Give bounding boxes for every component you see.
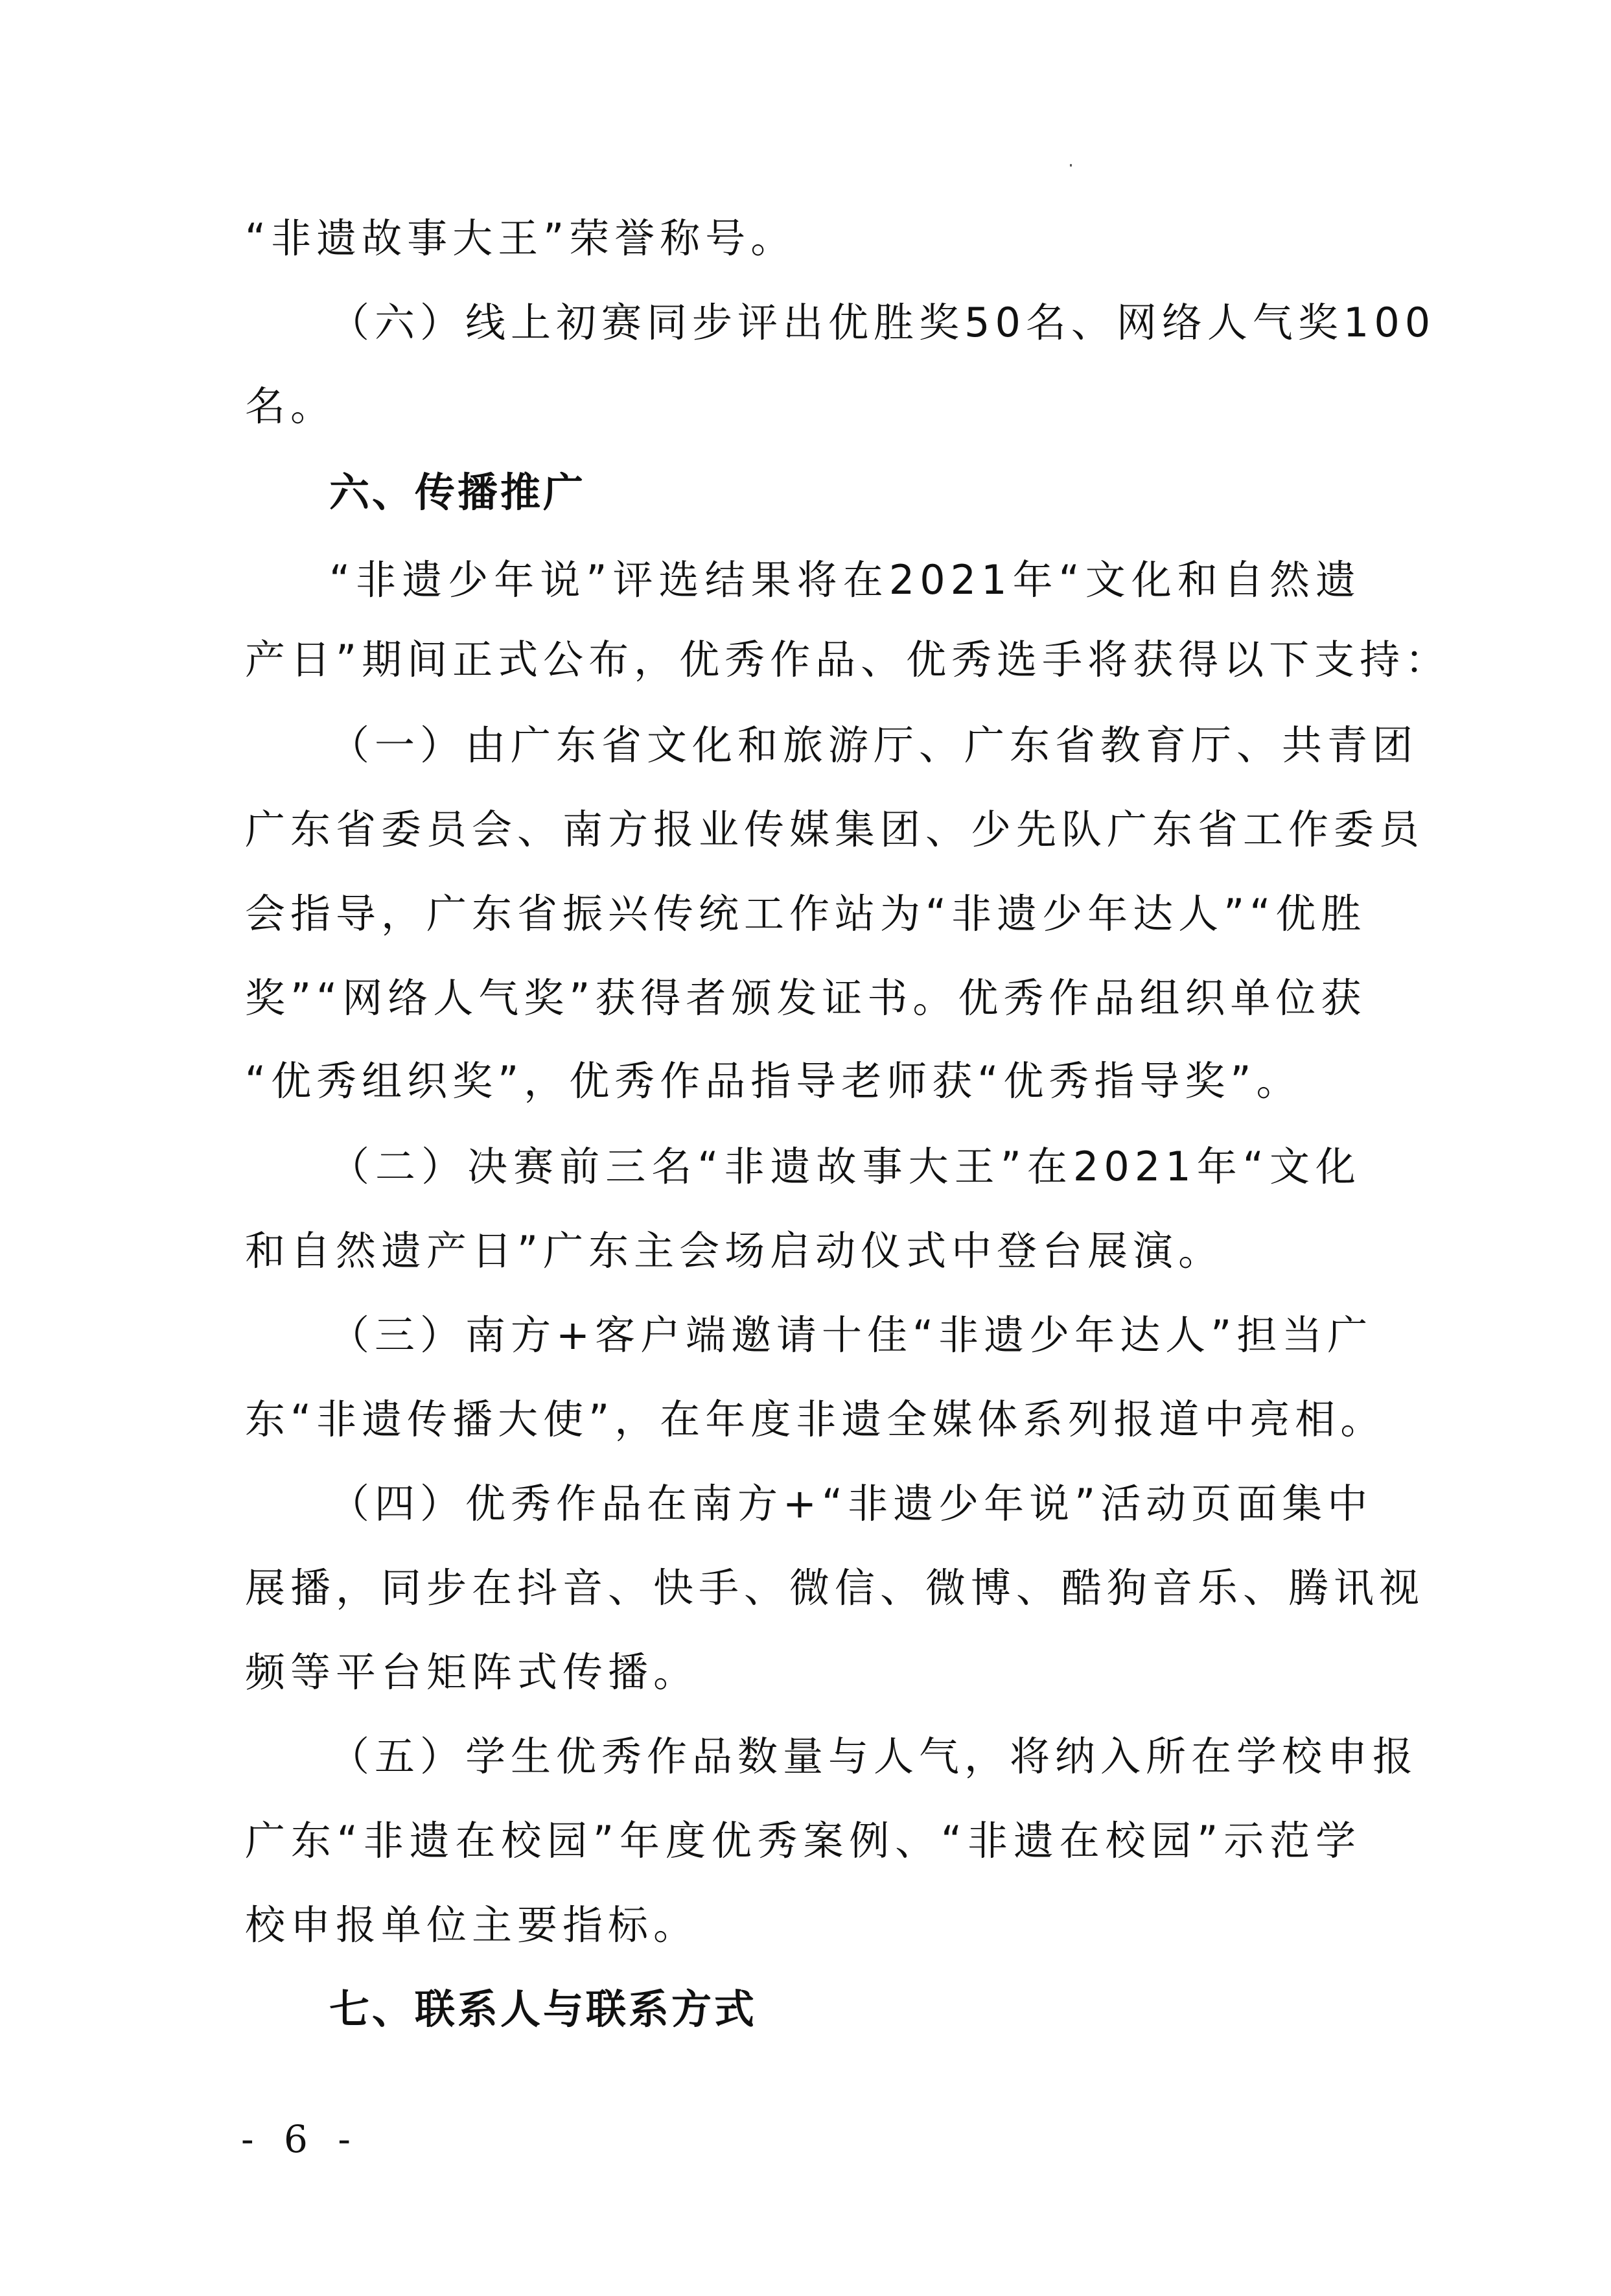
list-item-3: （三）南方+客户端邀请十佳“非遗少年达人”担当广 (329, 1311, 1373, 1359)
paragraph-line: 东“非遗传播大使”，在年度非遗全媒体系列报道中亮相。 (245, 1396, 1386, 1443)
page-number: - 6 - (241, 2117, 360, 2161)
paragraph-line: 广东省委员会、南方报业传媒集团、少先队广东省工作委员 (245, 806, 1425, 853)
list-item-1: （一）由广东省文化和旅游厅、广东省教育厅、共青团 (329, 721, 1419, 769)
body-line: “非遗故事大王”荣誉称号。 (245, 215, 796, 262)
paragraph-line: 奖”“网络人气奖”获得者颁发证书。优秀作品组织单位获 (245, 974, 1367, 1022)
paragraph-line: 校申报单位主要指标。 (245, 1901, 699, 1949)
section-heading-contacts: 七、联系人与联系方式 (329, 1986, 758, 2033)
paragraph-line: 产日”期间正式公布，优秀作品、优秀选手将获得以下支持： (245, 636, 1451, 683)
scan-artifact (1070, 164, 1072, 167)
paragraph-line: 频等平台矩阵式传播。 (245, 1648, 699, 1696)
body-line: 名。 (245, 382, 336, 430)
paragraph-line: “优秀组织奖”，优秀作品指导老师获“优秀指导奖”。 (245, 1057, 1302, 1105)
paragraph-line: 展播，同步在抖音、快手、微信、微博、酷狗音乐、腾讯视 (245, 1564, 1425, 1611)
paragraph-line: 和自然遗产日”广东主会场启动仪式中登台展演。 (245, 1227, 1224, 1274)
list-item-5: （五）学生优秀作品数量与人气，将纳入所在学校申报 (329, 1733, 1419, 1780)
list-item-4: （四）优秀作品在南方+“非遗少年说”活动页面集中 (329, 1480, 1373, 1527)
list-item-2: （二）决赛前三名“非遗故事大王”在2021年“文化 (329, 1143, 1361, 1190)
paragraph-line: 广东“非遗在校园”年度优秀案例、“非遗在校园”示范学 (245, 1817, 1361, 1864)
paragraph-line: 会指导，广东省振兴传统工作站为“非遗少年达人”“优胜 (245, 890, 1367, 937)
section-heading-promotion: 六、传播推广 (329, 469, 586, 516)
paragraph-line: “非遗少年说”评选结果将在2021年“文化和自然遗 (329, 556, 1361, 603)
list-item-6: （六）线上初赛同步评出优胜奖50名、网络人气奖100 (329, 299, 1436, 346)
